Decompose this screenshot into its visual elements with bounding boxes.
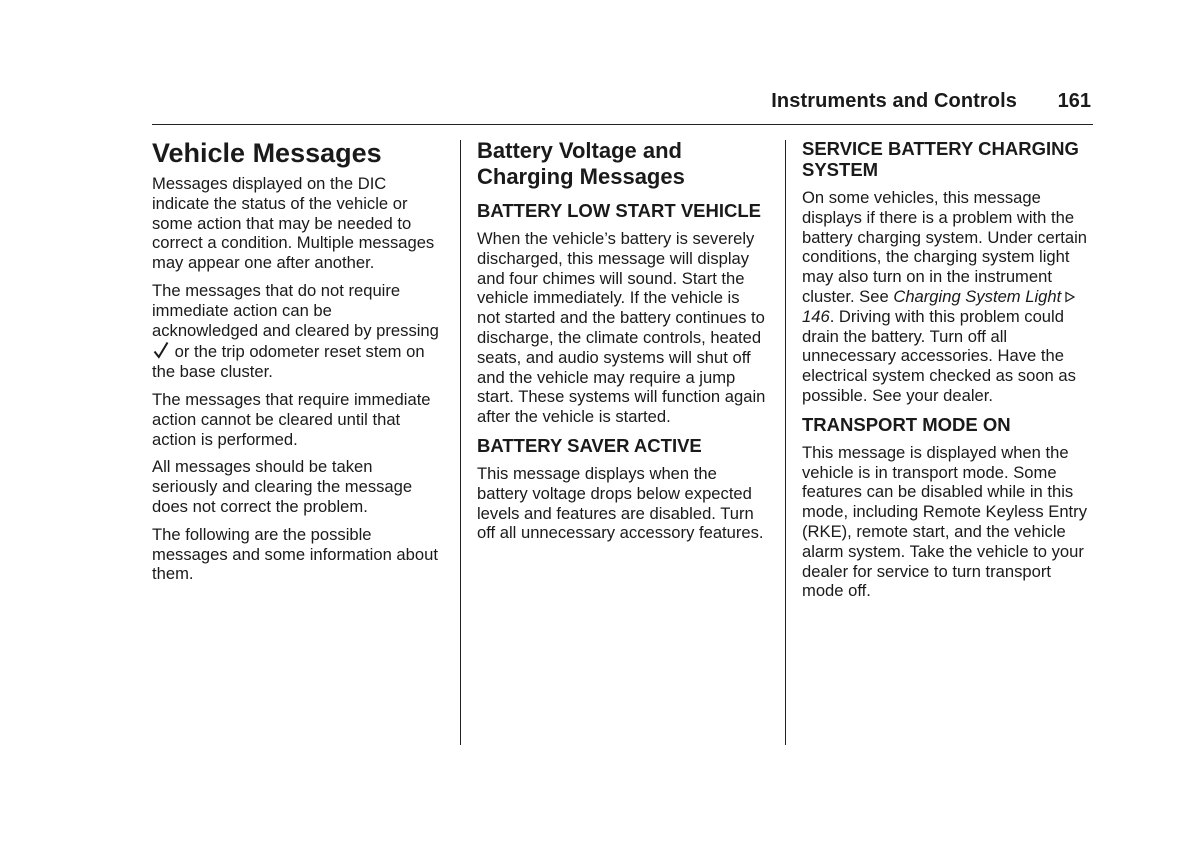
paragraph-seriously: All messages should be taken seriously and clearing the message does not correct the problem. (152, 457, 413, 516)
column-3 (802, 138, 1095, 609)
paragraph-immediate-action: The messages that require immediate action cannot be cleared until that action is performed. (152, 389, 431, 449)
service-battery-text-part2: . Driving with this problem could drain the battery. Turn off all unnecessary accessories. Have the electrical system checked as soon as possible. See your dealer. (802, 306, 1076, 405)
paragraph-following: The following are the possible messages and some information about them. (152, 524, 438, 584)
page-header (152, 88, 1093, 125)
vehicle-messages-heading: Vehicle Messages (152, 138, 382, 168)
transport-mode-text: This message is displayed when the vehicle is in transport mode. Some features can be disabled while in this mode, including Remote Keyless Entry (RKE), remote start, and the vehicle alarm system. Take the vehicle to your dealer for service to turn transport mode off. (802, 442, 1087, 601)
section-title: Instruments and Controls (771, 90, 1017, 112)
column-1 (152, 138, 442, 592)
column-divider-2 (785, 140, 786, 745)
paragraph-intro: Messages displayed on the DIC indicate the status of the vehicle or some action that may be needed to correct a condition. Multiple messages may appear one after another. (152, 174, 435, 273)
service-battery-heading: SERVICE BATTERY CHARGING SYSTEM (802, 138, 1079, 180)
battery-messages-heading: Battery Voltage and Charging Messages (477, 138, 685, 189)
page-reference-arrow-icon (1064, 288, 1076, 300)
page-number: 161 (1057, 90, 1091, 112)
charging-system-light-reference[interactable]: Charging System Light (893, 286, 1062, 306)
battery-low-start-heading: BATTERY LOW START VEHICLE (477, 200, 762, 221)
paragraph-acknowledge-part1: The messages that do not require immediate action can be acknowledged and cleared by pressing (152, 280, 439, 340)
battery-saver-text: This message displays when the battery voltage drops below expected levels and features are disabled. Turn off all unnecessary accessory features. (477, 463, 764, 543)
paragraph-acknowledge (152, 281, 442, 382)
paragraph-acknowledge-part2: or the trip odometer reset stem on the base cluster. (152, 342, 425, 382)
battery-saver-heading: BATTERY SAVER ACTIVE (477, 434, 702, 456)
transport-mode-heading: TRANSPORT MODE ON (802, 413, 1011, 435)
service-battery-text (802, 188, 1095, 406)
checkmark-icon (153, 340, 169, 360)
reference-page-number[interactable]: 146 (802, 306, 830, 326)
column-2 (477, 138, 767, 551)
column-divider-1 (460, 140, 461, 745)
service-battery-text-part1: On some vehicles, this message displays if there is a problem with the battery charging system. Under certain conditions, the charging system light may also turn on in the instrument cluster. See (802, 188, 1087, 306)
battery-low-start-text: When the vehicle’s battery is severely discharged, this message will display and four chimes will sound. Start the vehicle immediately. If the vehicle is not started and the battery continues to discharge, the climate controls, heated seats, and audio systems will shut off and the vehicle may require a jump start. These systems will function again after the vehicle is started. (477, 229, 766, 427)
